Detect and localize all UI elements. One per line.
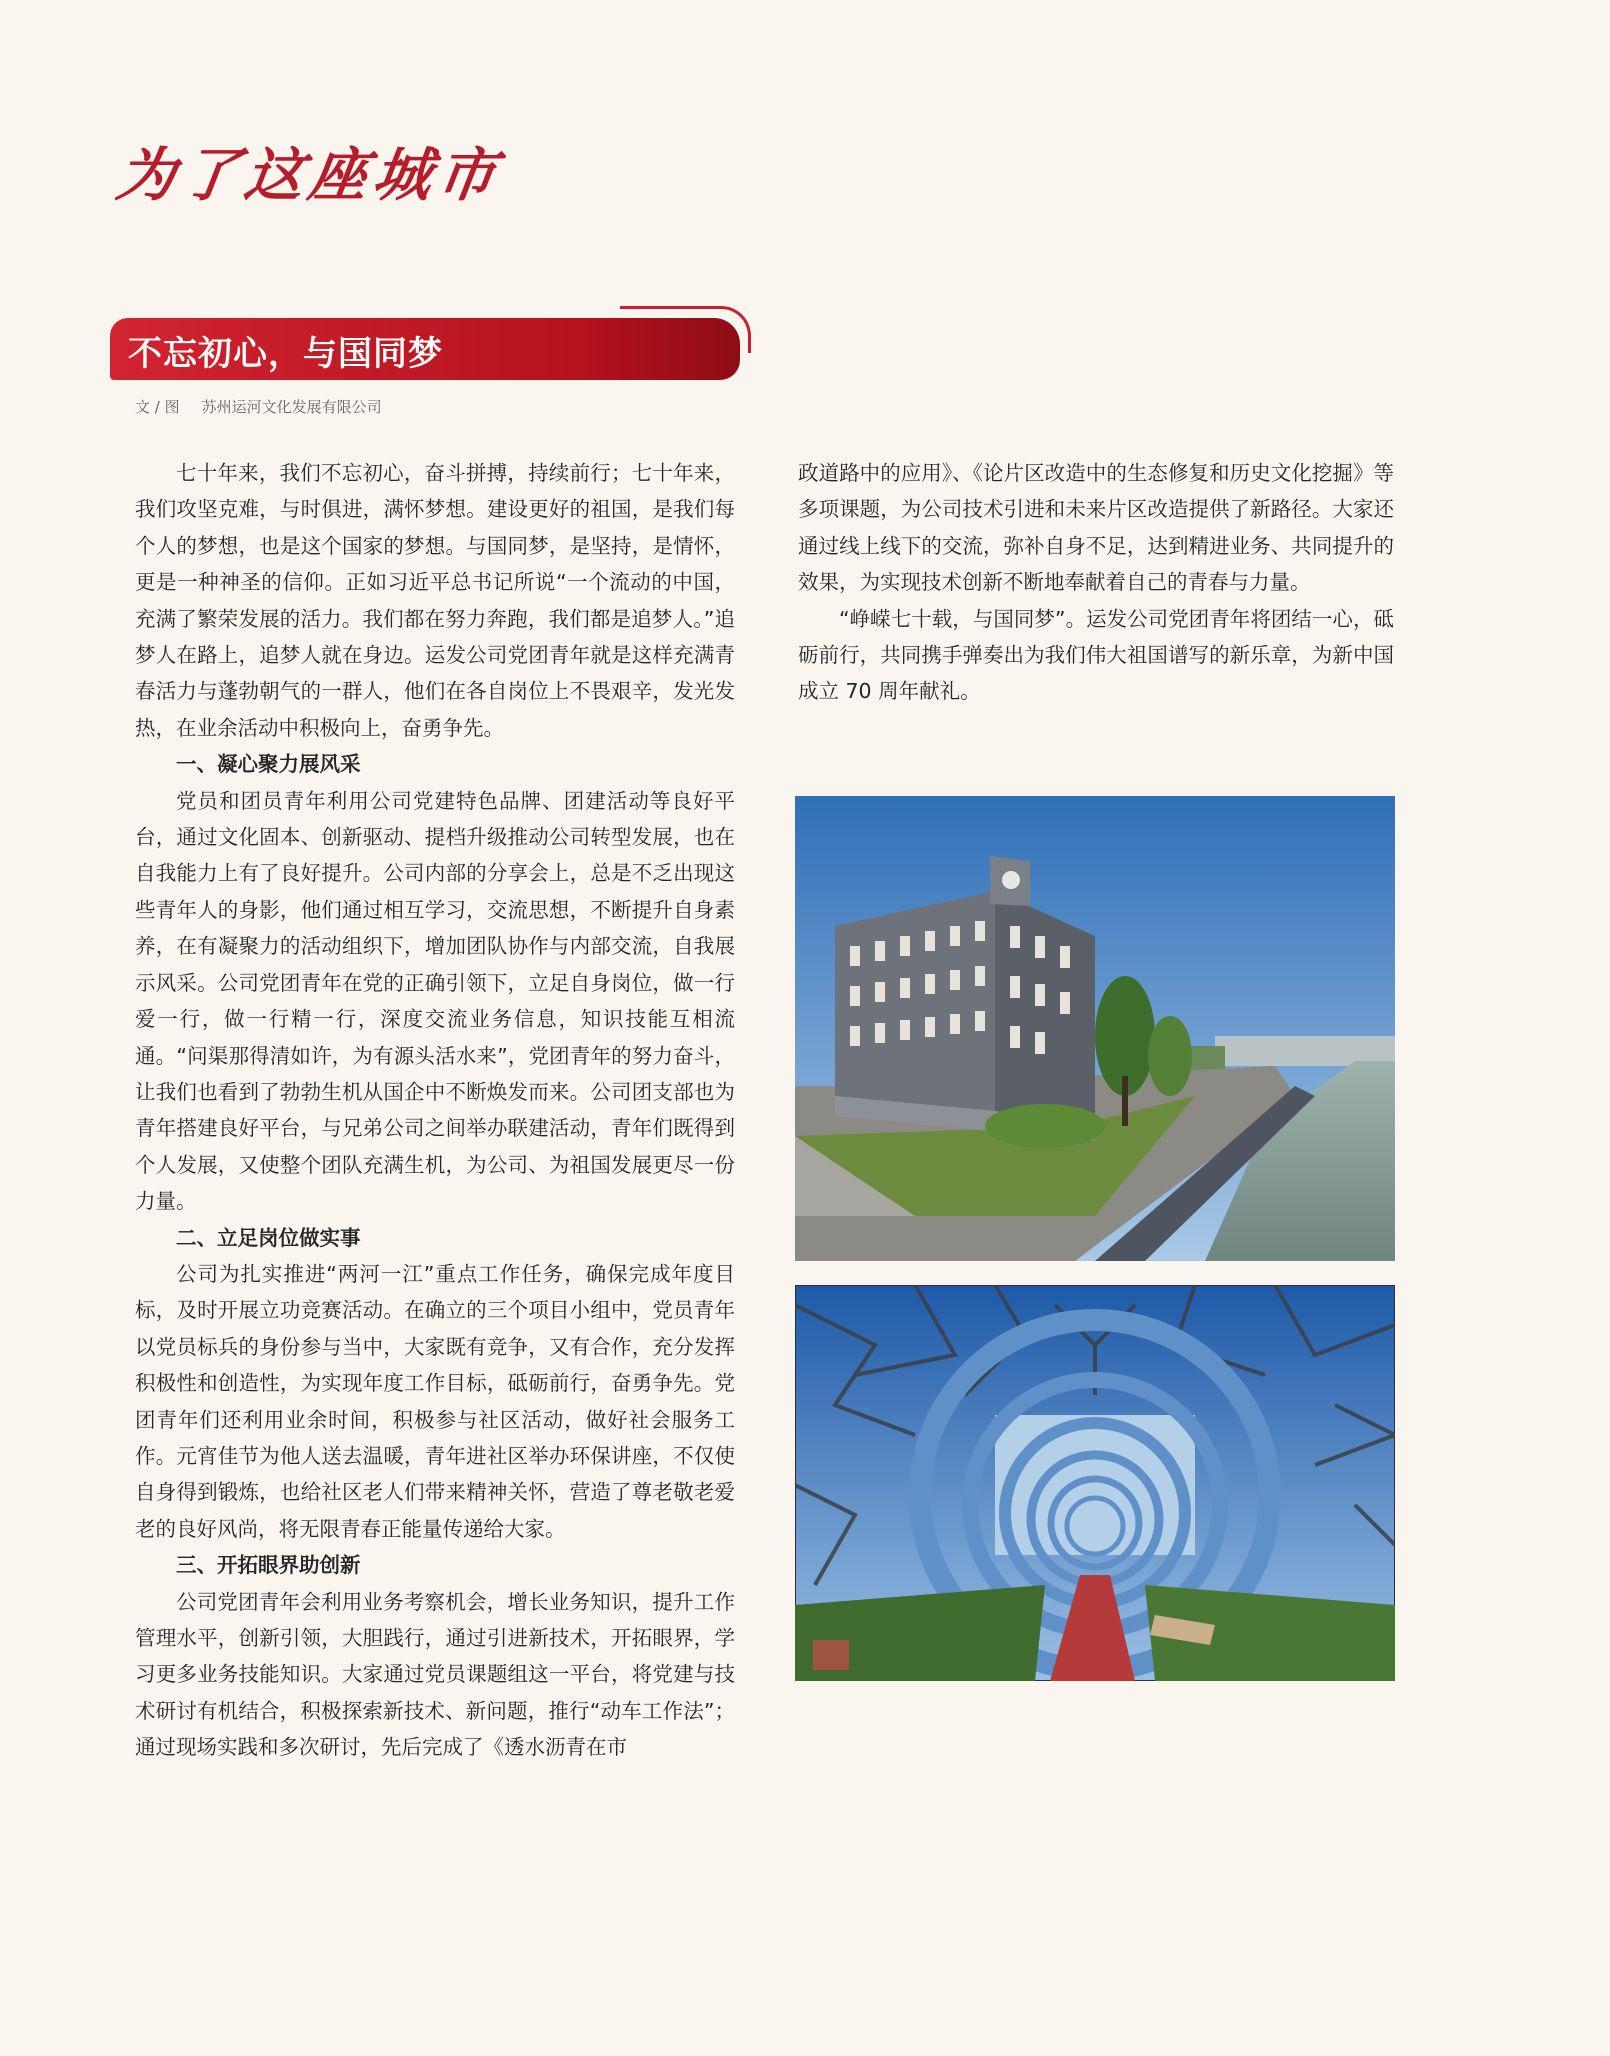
right-column [798,455,1394,710]
byline-label: 文 / 图 [135,398,180,416]
photo-building-canal [795,796,1395,1261]
section-heading-1: 一、凝心聚力展风采 [176,752,361,777]
paragraph-section-3: 公司党团青年会利用业务考察机会，增长业务知识，提升工作管理水平，创新引领，大胆践行，通过引进新技术，开拓眼界，学习更多业务技能知识。大家通过党员课题组这一平台，将党建与技术研讨有机结合，积极探索新技术、新问题，推行“动车工作法”；通过现场实践和多次研讨，先后完成了《透水沥青在市 [135,1589,735,1760]
header-calligraphy: 为了这座城市 [112,141,507,209]
byline [135,396,404,417]
paragraph-intro: 七十年来，我们不忘初心，奋斗拼搏，持续前行；七十年来，我们攻坚克难，与时俱进，满怀梦想。建设更好的祖国，是我们每个人的梦想，也是这个国家的梦想。与国同梦，是坚持，是情怀，更是一种神圣的信仰。正如习近平总书记所说“一个流动的中国，充满了繁荣发展的活力。我们都在努力奔跑，我们都是追梦人。”追梦人在路上，追梦人就在身边。运发公司党团青年就是这样充满青春活力与蓬勃朝气的一群人，他们在各自岗位上不畏艰辛，发光发热，在业余活动中积极向上，奋勇争先。 [135,461,735,740]
left-column [135,455,735,1766]
paragraph-continued: 政道路中的应用》、《论片区改造中的生态修复和历史文化挖掘》等多项课题，为公司技术引进和未来片区改造提供了新路径。大家还通过线上线下的交流，弥补自身不足，达到精进业务、共同提升的效果，为实现技术创新不断地奉献着自己的青春与力量。 [798,461,1394,595]
paragraph-section-2: 公司为扎实推进“两河一江”重点工作任务，确保完成年度目标，及时开展立功竞赛活动。在确立的三个项目小组中，党员青年以党员标兵的身份参与当中，大家既有竞争，又有合作，充分发挥积极性和创造性，为实现年度工作目标，砥砺前行，奋勇争先。党团青年们还利用业余时间，积极参与社区活动，做好社会服务工作。元宵佳节为他人送去温暖，青年进社区举办环保讲座，不仅使自身得到锻炼，也给社区老人们带来精神关怀，营造了尊老敬老爱老的良好风尚，将无限青春正能量传递给大家。 [135,1261,735,1541]
paragraph-closing: “峥嵘七十载，与国同梦”。运发公司党团青年将团结一心，砥砺前行，共同携手弹奏出为我们伟大祖国谱写的新乐章，为新中国成立 70 周年献礼。 [798,606,1394,704]
byline-author: 苏州运河文化发展有限公司 [201,398,382,416]
photo-moon-gate-arches [795,1285,1395,1681]
article-title: 不忘初心，与国同梦 [128,334,443,374]
paragraph-section-1: 党员和团员青年利用公司党建特色品牌、团建活动等良好平台，通过文化固本、创新驱动、提档升级推动公司转型发展，也在自我能力上有了良好提升。公司内部的分享会上，总是不乏出现这些青年人的身影，他们通过相互学习，交流思想，不断提升自身素养，在有凝聚力的活动组织下，增加团队协作与内部交流，自我展示风采。公司党团青年在党的正确引领下，立足自身岗位，做一行爱一行，做一行精一行，深度交流业务信息，知识技能互相流通。“问渠那得清如许，为有源头活水来”，党团青年的努力奋斗，让我们也看到了勃勃生机从国企中不断焕发而来。公司团支部也为青年搭建良好平台，与兄弟公司之间举办联建活动，青年们既得到个人发展，又使整个团队充满生机，为公司、为祖国发展更尽一份力量。 [135,788,735,1214]
section-heading-3: 三、开拓眼界助创新 [176,1553,361,1578]
section-heading-2: 二、立足岗位做实事 [176,1225,361,1250]
title-swoosh [620,306,751,353]
